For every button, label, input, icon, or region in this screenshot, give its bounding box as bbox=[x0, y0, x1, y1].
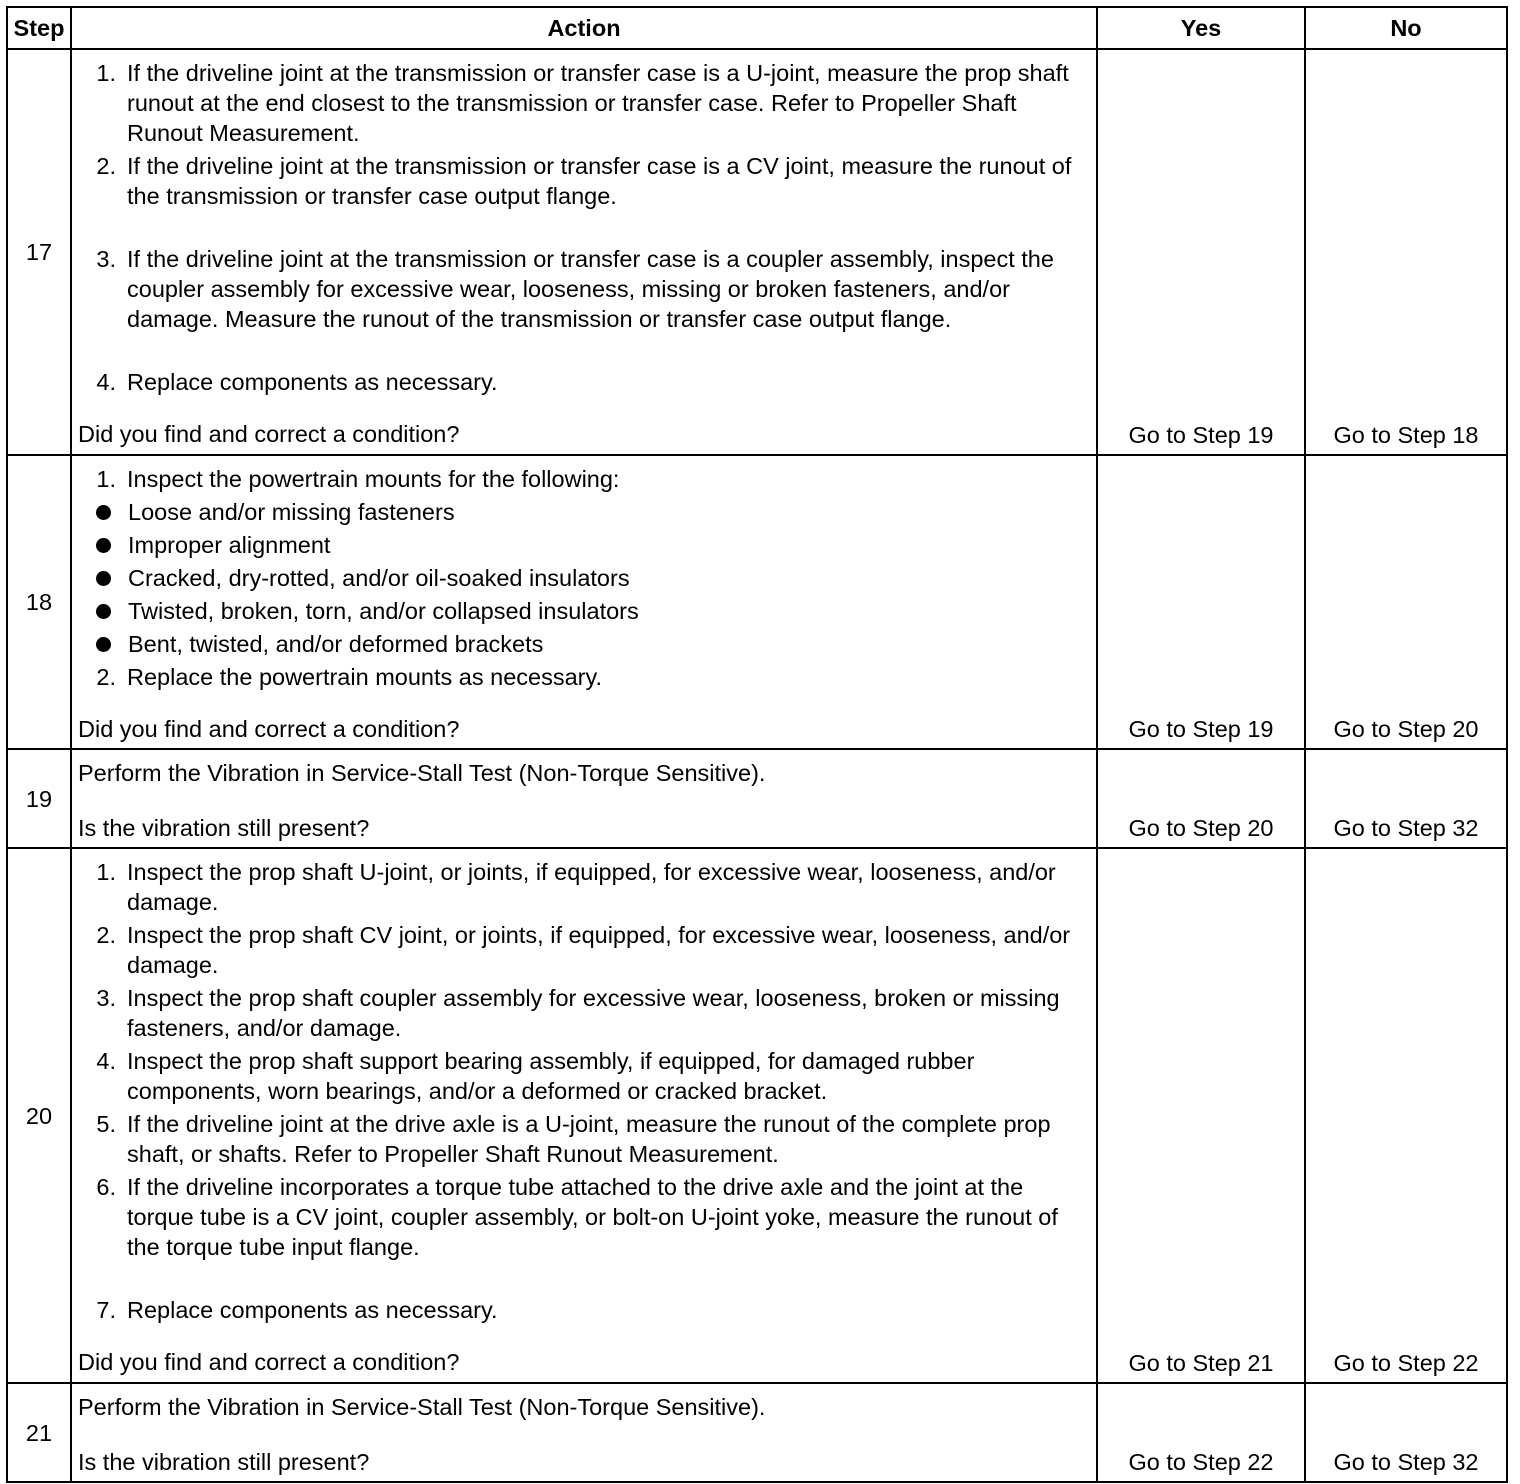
action-cell bbox=[71, 848, 1097, 1383]
action-cell bbox=[71, 455, 1097, 749]
header-row bbox=[7, 7, 1507, 49]
list-item: 4. Replace components as necessary. bbox=[96, 369, 498, 395]
list-item: 3. Inspect the prop shaft coupler assembly for excessive wear, looseness, broken or missing fasteners, and/or damage. bbox=[96, 985, 1060, 1041]
no-result: Go to Step 32 bbox=[1305, 749, 1507, 848]
yes-result: Go to Step 22 bbox=[1097, 1383, 1305, 1482]
list-item: 1. If the driveline joint at the transmission or transfer case is a U-joint, measure the prop shaft runout at the end closest to the transmission or transfer case. Refer to Propeller Shaft Runout Measurement. bbox=[96, 60, 1069, 146]
action-cell bbox=[71, 1383, 1097, 1482]
header-yes: Yes bbox=[1097, 7, 1305, 49]
yes-result: Go to Step 20 bbox=[1097, 749, 1305, 848]
list-item: 2. If the driveline joint at the transmission or transfer case is a CV joint, measure the runout of the transmission or transfer case output flange. bbox=[96, 153, 1072, 209]
bullet-icon bbox=[96, 637, 111, 652]
step-number: 17 bbox=[7, 49, 71, 455]
step-number: 18 bbox=[7, 455, 71, 749]
step-number: 20 bbox=[7, 848, 71, 1383]
bullet-item: Bent, twisted, and/or deformed brackets bbox=[78, 629, 1086, 659]
bullet-icon bbox=[96, 538, 111, 553]
question-text: Is the vibration still present? bbox=[78, 1449, 370, 1475]
step-number: 19 bbox=[7, 749, 71, 848]
no-result: Go to Step 32 bbox=[1305, 1383, 1507, 1482]
list-item: 2. Inspect the prop shaft CV joint, or joints, if equipped, for excessive wear, looseness, and/or damage. bbox=[96, 922, 1071, 978]
action-list bbox=[78, 58, 1086, 397]
question-text: Did you find and correct a condition? bbox=[78, 1349, 460, 1375]
bullet-list bbox=[78, 497, 1086, 659]
bullet-item: Cracked, dry-rotted, and/or oil-soaked insulators bbox=[78, 563, 1086, 593]
action-cell bbox=[71, 749, 1097, 848]
table-row-step-18 bbox=[7, 455, 1507, 749]
list-item: 1. Inspect the prop shaft U-joint, or joints, if equipped, for excessive wear, looseness, and/or damage. bbox=[96, 859, 1056, 915]
list-item: 7. Replace components as necessary. bbox=[96, 1297, 498, 1323]
bullet-icon bbox=[96, 505, 111, 520]
yes-result: Go to Step 19 bbox=[1097, 455, 1305, 749]
list-item: 2. Replace the powertrain mounts as necessary. bbox=[96, 664, 603, 690]
table-row-step-20 bbox=[7, 848, 1507, 1383]
question-text: Did you find and correct a condition? bbox=[78, 716, 460, 742]
step-number: 21 bbox=[7, 1383, 71, 1482]
header-step: Step bbox=[7, 7, 71, 49]
yes-result: Go to Step 19 bbox=[1097, 49, 1305, 455]
bullet-item: Improper alignment bbox=[78, 530, 1086, 560]
table-row-step-21 bbox=[7, 1383, 1507, 1482]
no-result: Go to Step 20 bbox=[1305, 455, 1507, 749]
list-item: 5. If the driveline joint at the drive axle is a U-joint, measure the runout of the complete prop shaft, or shafts. Refer to Propeller Shaft Runout Measurement. bbox=[96, 1111, 1051, 1167]
instruction-text: Perform the Vibration in Service-Stall Test (Non-Torque Sensitive). bbox=[78, 760, 766, 786]
bullet-item: Twisted, broken, torn, and/or collapsed insulators bbox=[78, 596, 1086, 626]
instruction-text: Perform the Vibration in Service-Stall Test (Non-Torque Sensitive). bbox=[78, 1394, 766, 1420]
bullet-icon bbox=[96, 604, 111, 619]
no-result: Go to Step 18 bbox=[1305, 49, 1507, 455]
action-list bbox=[78, 464, 1086, 692]
question-text: Is the vibration still present? bbox=[78, 815, 370, 841]
action-list bbox=[78, 857, 1086, 1325]
table-row-step-19 bbox=[7, 749, 1507, 848]
list-item: 1. Inspect the powertrain mounts for the following: Loose and/or missing fasteners Improper alignment Cracked, dry-rotted, and/or oil-soaked insulators Twisted, broken, torn, and/or collapsed insulators Bent, twisted, and/or deformed brackets bbox=[78, 464, 1086, 659]
diagnostic-table bbox=[6, 6, 1508, 1483]
question-text: Did you find and correct a condition? bbox=[78, 421, 460, 447]
yes-result: Go to Step 21 bbox=[1097, 848, 1305, 1383]
header-action: Action bbox=[71, 7, 1097, 49]
no-result: Go to Step 22 bbox=[1305, 848, 1507, 1383]
action-cell bbox=[71, 49, 1097, 455]
bullet-icon bbox=[96, 571, 111, 586]
list-item: 4. Inspect the prop shaft support bearing assembly, if equipped, for damaged rubber components, worn bearings, and/or a deformed or cracked bracket. bbox=[96, 1048, 975, 1104]
list-item: 6. If the driveline incorporates a torque tube attached to the drive axle and the joint at the torque tube is a CV joint, coupler assembly, or bolt-on U-joint yoke, measure the runout of the torque tube input flange. bbox=[96, 1174, 1058, 1260]
bullet-item: Loose and/or missing fasteners bbox=[78, 497, 1086, 527]
list-item: 3. If the driveline joint at the transmission or transfer case is a coupler assembly, inspect the coupler assembly for excessive wear, looseness, missing or broken fasteners, and/or damage. Measure the runout of the transmission or transfer case output flange. bbox=[96, 246, 1054, 332]
table-row-step-17 bbox=[7, 49, 1507, 455]
header-no: No bbox=[1305, 7, 1507, 49]
